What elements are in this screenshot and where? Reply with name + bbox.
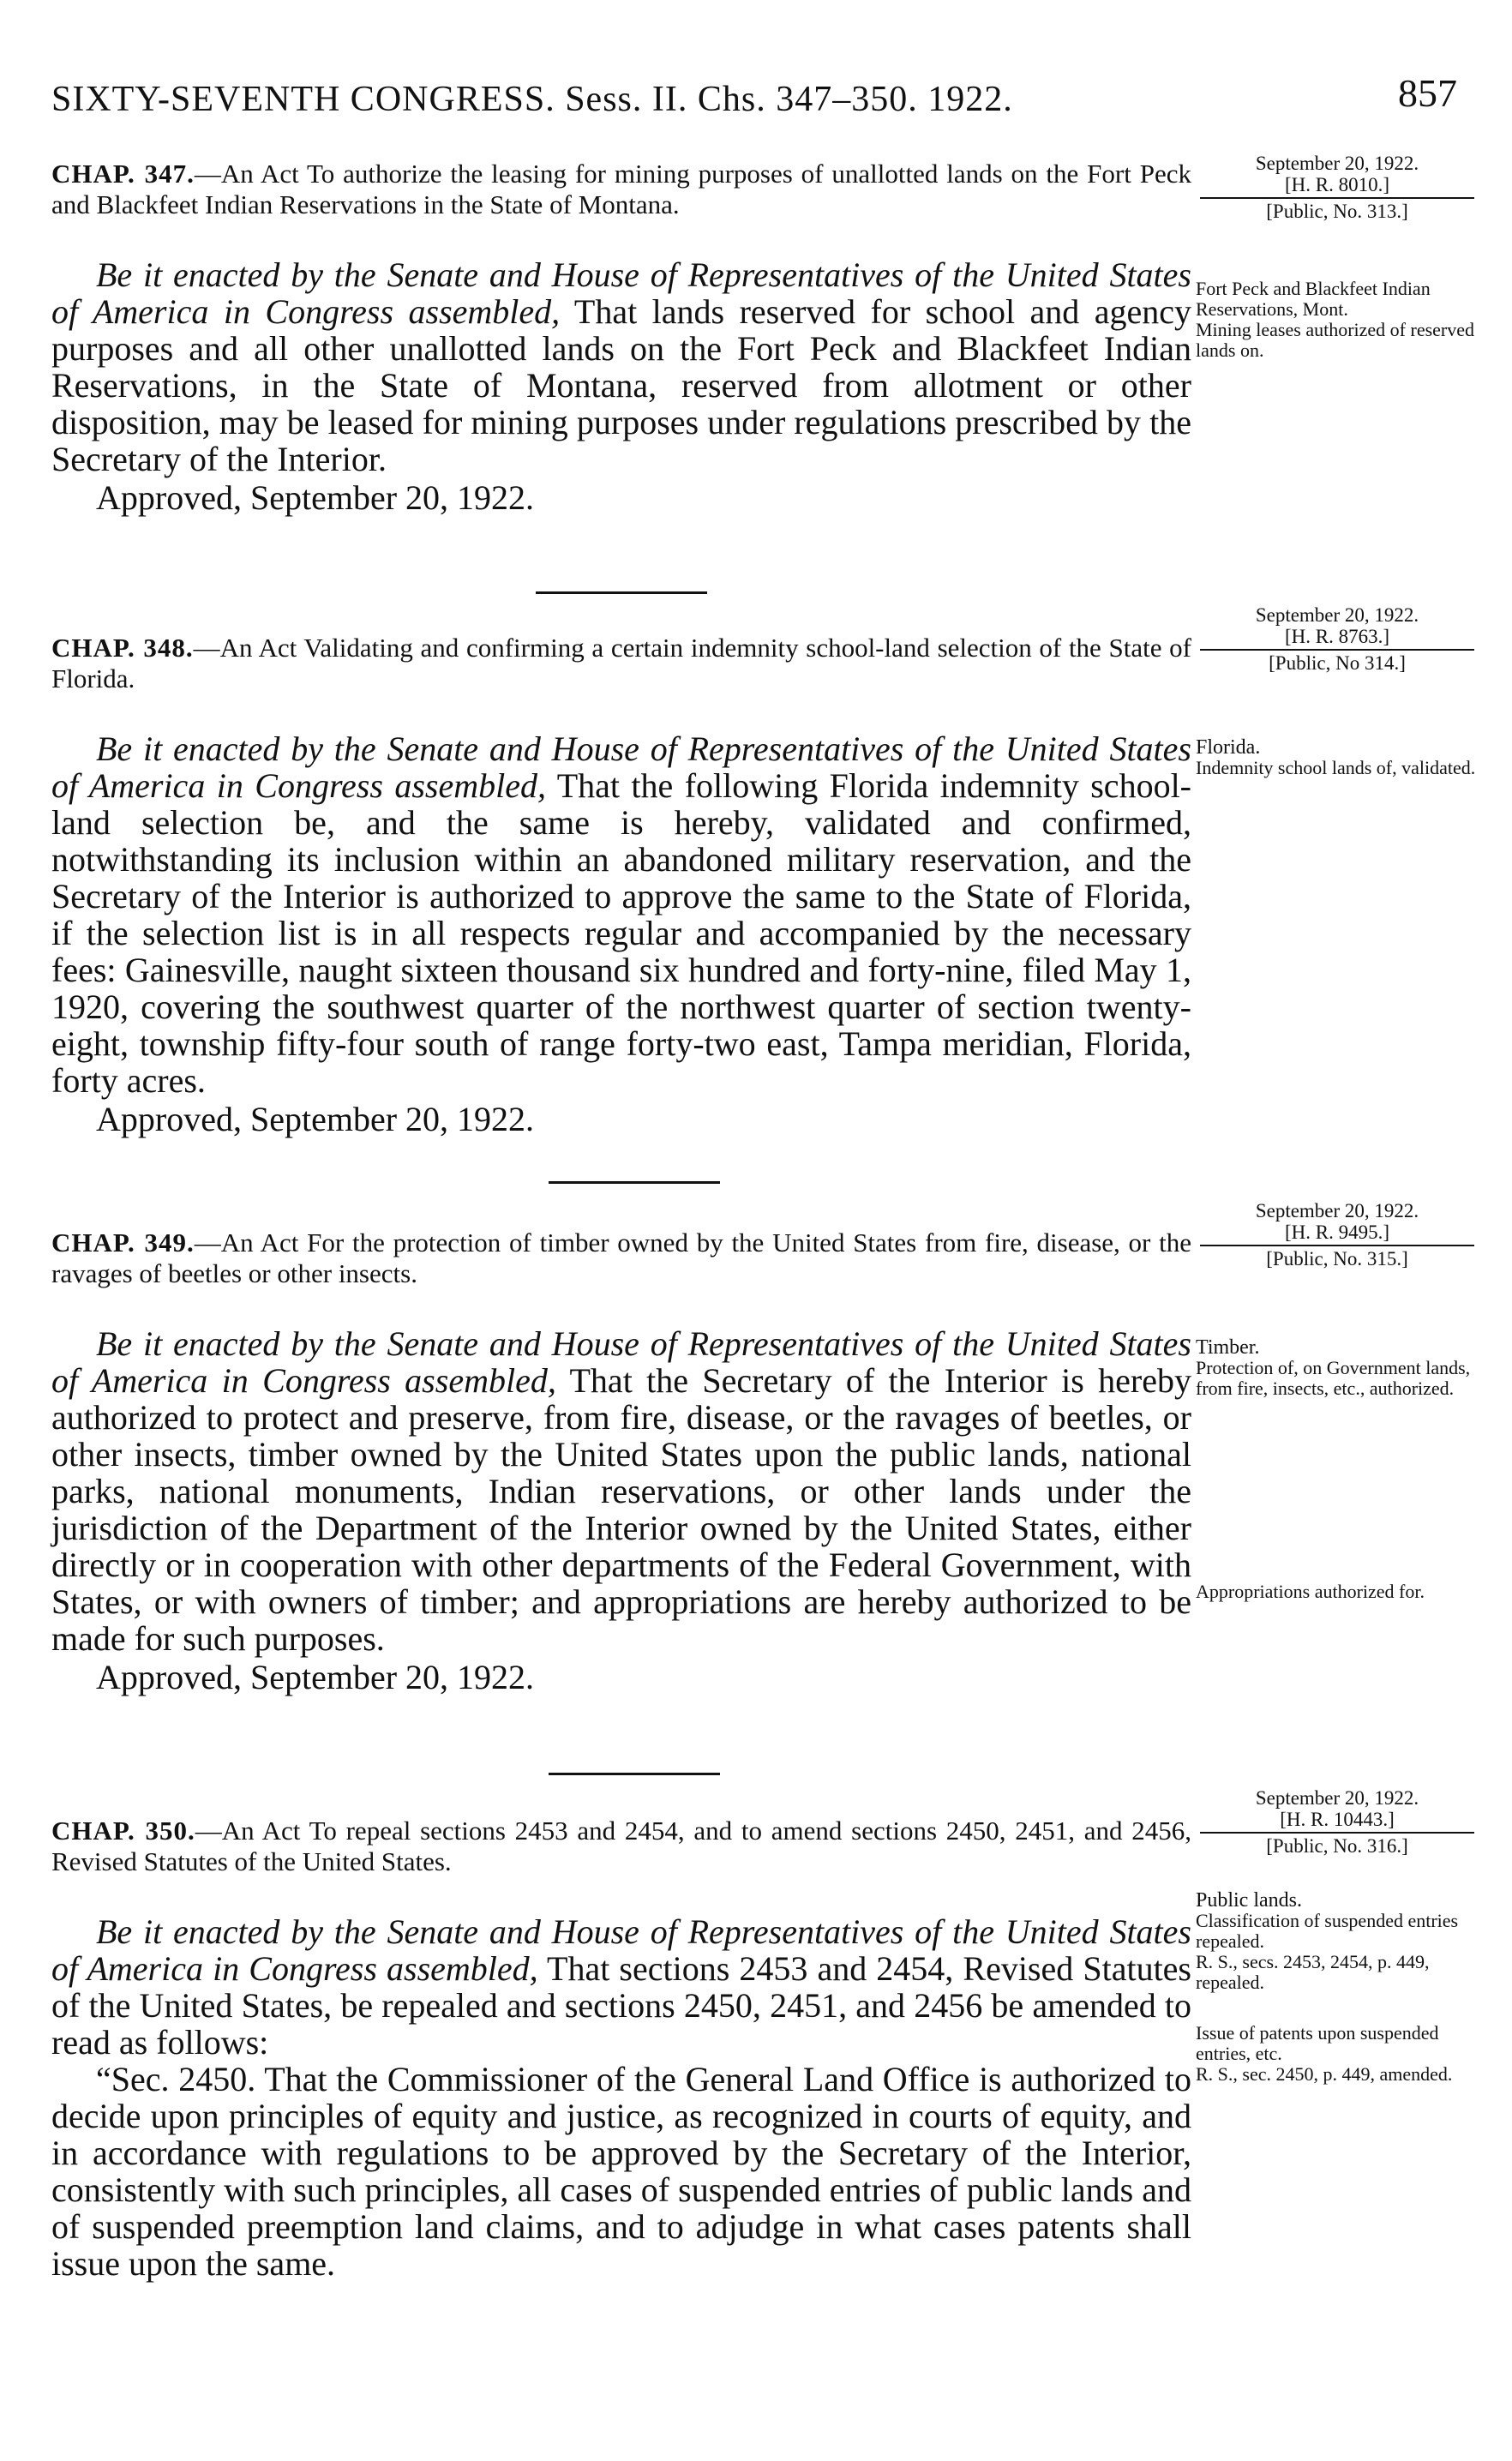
side-reference-347 <box>1200 153 1474 222</box>
side-public: [Public, No. 316.] <box>1266 1835 1408 1857</box>
margin-note: Appropriations authorized for. <box>1196 1581 1425 1602</box>
chapter-348 <box>51 633 1191 1137</box>
side-bill: [H. R. 9495.] <box>1200 1221 1474 1246</box>
chapter-body <box>51 730 1191 1137</box>
margin-notes-348 <box>1196 737 1479 778</box>
section-2450: “Sec. 2450. That the Commissioner of the General Land Office is authorized to decide upon principles of equity and justice, as recognized in courts of equity, and in accordance with regulations to be approved by the Secretary of the Interior, consistently with such principles, all cases of suspended entries of public lands and of suspended preemption land claims, and to adjudge in what cases patents shall issue upon the same. <box>51 2060 1191 2283</box>
margin-note: Mining leases authorized of reserved lands on. <box>1196 319 1474 361</box>
margin-note: Timber. <box>1196 1336 1260 1359</box>
body-text: That sections 2453 and 2454, Revised Statutes of the United States, be repealed and sections 2450, 2451, and 2456 be amended to read as follows: <box>51 1949 1192 2062</box>
side-public: [Public, No. 313.] <box>1266 201 1408 222</box>
margin-note: Classification of suspended entries repealed. <box>1196 1910 1459 1952</box>
side-bill: [H. R. 8010.] <box>1200 174 1474 199</box>
side-date: September 20, 1922. <box>1255 1787 1419 1809</box>
chapter-body <box>51 256 1191 516</box>
enacting-clause: Be it enacted by the Senate and House of Representatives of the United States of America in Congress assembled, <box>51 1912 1191 1988</box>
margin-notes-349 <box>1196 1337 1479 1399</box>
chapter-heading: CHAP. 350. <box>51 1816 195 1846</box>
body-text: That lands reserved for school and agency purposes and all other unallotted lands on the Fort Peck and Blackfeet Indian Reservations, in the State of Montana, reserved from allotment or other disposition, may be leased for mining purposes under regulations prescribed by the Secretary of the Interior. <box>51 292 1192 478</box>
chapter-title <box>51 633 1191 694</box>
margin-note: Fort Peck and Blackfeet Indian Reservations, Mont. <box>1196 278 1431 320</box>
body-text: That the following Florida indemnity school-land selection be, and the same is hereby, validated and confirmed, notwithstanding its inclusion within an abandoned military reservation, and the Secretary of the Interior is authorized to approve the same to the State of Florida, if the selection list is in all respects regular and accompanied by the necessary fees: Gainesville, naught sixteen thousand six hundred and forty-nine, filed May 1, 1920, covering the southwest quarter of the northwest quarter of section twenty-eight, township fifty-four south of range forty-two east, Tampa meridian, Florida, forty acres. <box>51 766 1191 1100</box>
side-public: [Public, No 314.] <box>1269 652 1406 674</box>
margin-note: R. S., secs. 2453, 2454, p. 449, repealed. <box>1196 1951 1430 1993</box>
chapter-title-text: —An Act Validating and confirming a certain indemnity school-land selection of the State of Florida. <box>51 633 1191 693</box>
chapter-heading: CHAP. 348. <box>51 633 194 663</box>
approved-line: Approved, September 20, 1922. <box>96 1658 535 1696</box>
chapter-349 <box>51 1227 1191 1696</box>
side-reference-350 <box>1200 1787 1474 1857</box>
side-date: September 20, 1922. <box>1255 1200 1419 1221</box>
chapter-347 <box>51 159 1191 516</box>
approved-line: Approved, September 20, 1922. <box>96 478 535 517</box>
chapter-body <box>51 1325 1191 1696</box>
divider <box>549 1773 720 1775</box>
chapter-title-text: —An Act For the protection of timber owned by the United States from fire, disease, or the ravages of beetles or other insects. <box>51 1227 1191 1288</box>
running-header <box>51 70 1457 130</box>
chapter-title-text: —An Act To authorize the leasing for mining purposes of unallotted lands on the Fort Peck and Blackfeet Indian Reservations in the State of Montana. <box>51 159 1192 219</box>
side-reference-348 <box>1200 604 1474 674</box>
margin-notes-349-b <box>1196 1582 1479 1602</box>
chapter-title <box>51 159 1191 220</box>
side-date: September 20, 1922. <box>1255 153 1419 174</box>
side-reference-349 <box>1200 1200 1474 1270</box>
chapter-title-text: —An Act To repeal sections 2453 and 2454, and to amend sections 2450, 2451, and 2456, Revised Statutes of the United States. <box>51 1816 1191 1876</box>
margin-note: R. S., sec. 2450, p. 449, amended. <box>1196 2063 1453 2085</box>
side-date: September 20, 1922. <box>1255 604 1419 626</box>
divider <box>536 591 707 594</box>
divider <box>549 1181 720 1184</box>
chapter-350 <box>51 1816 1191 2282</box>
margin-notes-350 <box>1196 1890 1479 1993</box>
margin-note: Public lands. <box>1196 1889 1302 1912</box>
margin-note: Indemnity school lands of, validated. <box>1196 757 1476 778</box>
margin-note: Florida. <box>1196 736 1261 759</box>
page-number: 857 <box>1398 71 1457 115</box>
enacting-clause: Be it enacted by the Senate and House of Representatives of the United States of America in Congress assembled, <box>51 255 1191 331</box>
running-head: SIXTY-SEVENTH CONGRESS. Sess. II. Chs. 347–350. 1922. <box>51 80 1013 119</box>
margin-notes-350-b <box>1196 2023 1479 2085</box>
body-text: That the Secretary of the Interior is hereby authorized to protect and preserve, from fire, disease, or the ravages of beetles, or other insects, timber owned by the United States upon the public lands, national parks, national monuments, Indian reservations, or other lands under the jurisdiction of the Department of the Interior owned by the United States, either directly or in cooperation with other departments of the Federal Government, with States, or with owners of timber; and appropriations are hereby authorized to be made for such purposes. <box>51 1361 1191 1658</box>
margin-note: Protection of, on Government lands, from fire, insects, etc., authorized. <box>1196 1357 1471 1399</box>
chapter-heading: CHAP. 347. <box>51 159 195 189</box>
chapter-body <box>51 1913 1191 2282</box>
chapter-title <box>51 1227 1191 1289</box>
side-bill: [H. R. 10443.] <box>1200 1809 1474 1834</box>
chapter-title <box>51 1816 1191 1877</box>
margin-notes-347 <box>1196 279 1479 361</box>
enacting-clause: Be it enacted by the Senate and House of Representatives of the United States of America in Congress assembled, <box>51 1324 1191 1400</box>
side-public: [Public, No. 315.] <box>1266 1248 1408 1270</box>
chapter-heading: CHAP. 349. <box>51 1227 195 1258</box>
enacting-clause: Be it enacted by the Senate and House of Representatives of the United States of America in Congress assembled, <box>51 729 1191 805</box>
side-bill: [H. R. 8763.] <box>1200 626 1474 651</box>
approved-line: Approved, September 20, 1922. <box>96 1100 535 1138</box>
margin-note: Issue of patents upon suspended entries, etc. <box>1196 2022 1439 2064</box>
